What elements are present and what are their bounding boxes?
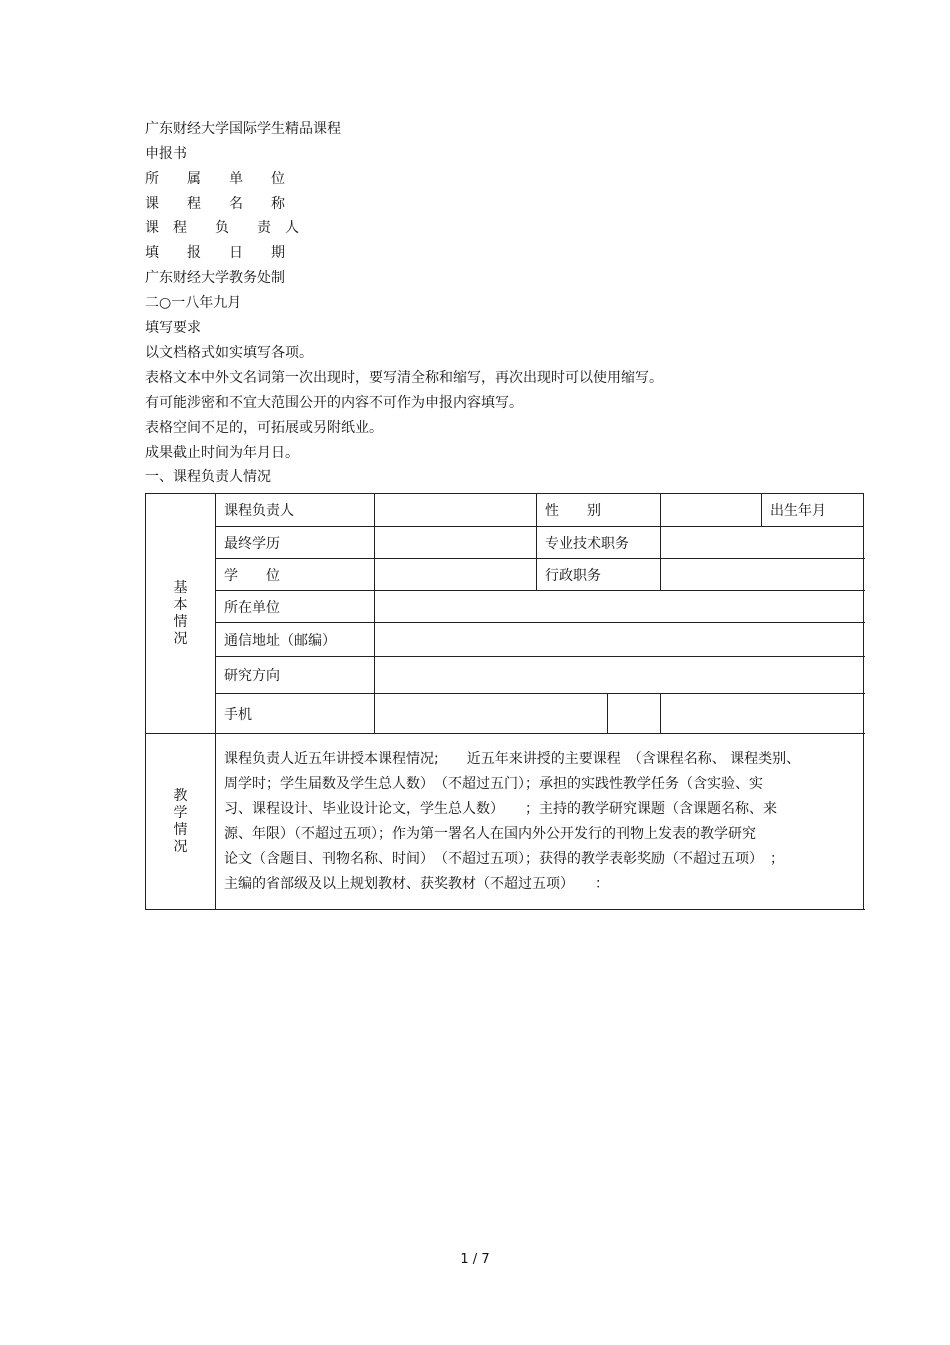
teaching-label: 教学情况 — [146, 734, 216, 910]
instruction-item: 以文档格式如实填写各项。 — [145, 345, 313, 361]
mobile-value[interactable] — [375, 694, 608, 734]
gender-value[interactable] — [661, 494, 762, 527]
instruction-item: 成果截止时间为年月日。 — [145, 445, 299, 461]
section-heading: 一、课程负责人情况 — [145, 469, 271, 485]
degree-value[interactable] — [375, 559, 537, 591]
leader-info-table — [145, 493, 864, 910]
mobile-label: 手机 — [216, 694, 375, 734]
degree-label: 学 位 — [216, 559, 375, 591]
teaching-description[interactable] — [216, 734, 864, 910]
teaching-line: 主编的省部级及以上规划教材、获奖教材（不超过五项） ： — [224, 875, 609, 892]
leader-label: 课程负责人 — [216, 494, 375, 527]
cover-field-date: 填 报 日 期 — [145, 245, 285, 261]
issue-date: 二○一八年九月 — [145, 295, 242, 311]
unit-label: 所在单位 — [216, 591, 375, 623]
issuer: 广东财经大学教务处制 — [145, 270, 285, 286]
admin-label: 行政职务 — [537, 559, 661, 591]
page-number: 1 / 7 — [460, 1252, 490, 1267]
cover-field-unit: 所 属 单 位 — [145, 171, 285, 187]
education-value[interactable] — [375, 527, 537, 559]
teaching-line: 课程负责人近五年讲授本课程情况; 近五年来讲授的主要课程 （含课程名称、 课程类别、 — [224, 750, 801, 767]
instruction-item: 表格文本中外文名词第一次出现时，要写清全称和缩写，再次出现时可以使用缩写。 — [145, 370, 663, 386]
teaching-line: 源、年限）（不超过五项）；作为第一署名人在国内外公开发行的刊物上发表的教学研究 — [224, 825, 756, 842]
title-label: 专业技术职务 — [537, 527, 661, 559]
title-value[interactable] — [661, 527, 864, 559]
mobile-extra-value[interactable] — [608, 694, 661, 734]
teaching-line: 周学时；学生届数及学生总人数） （不超过五门）；承担的实践性教学任务（含实验、实 — [224, 775, 763, 792]
cover-field-leader: 课 程 负 责 人 — [145, 220, 299, 236]
address-value[interactable] — [375, 623, 864, 657]
unit-value[interactable] — [375, 591, 864, 623]
mobile-extra-value[interactable] — [661, 694, 864, 734]
instructions-heading: 填写要求 — [145, 320, 201, 336]
leader-value[interactable] — [375, 494, 537, 527]
doc-title: 广东财经大学国际学生精品课程 — [145, 121, 341, 137]
admin-value[interactable] — [661, 559, 864, 591]
research-label: 研究方向 — [216, 657, 375, 694]
education-label: 最终学历 — [216, 527, 375, 559]
gender-label: 性 别 — [537, 494, 661, 527]
basic-info-label: 基本情况 — [146, 494, 216, 734]
address-label: 通信地址（邮编） — [216, 623, 375, 657]
doc-subtitle: 申报书 — [145, 146, 187, 162]
teaching-line: 论文（含题目、刊物名称、时间） （不超过五项）；获得的教学表彰奖励（不超过五项） ； — [224, 850, 784, 867]
teaching-line: 习、课程设计、毕业设计论文，学生总人数） ；主持的教学研究课题（含课题名称、来 — [224, 800, 777, 817]
cover-field-course: 课 程 名 称 — [145, 196, 285, 212]
research-value[interactable] — [375, 657, 864, 694]
instruction-item: 有可能涉密和不宜大范围公开的内容不可作为申报内容填写。 — [145, 395, 523, 411]
instruction-item: 表格空间不足的，可拓展或另附纸业。 — [145, 420, 383, 436]
birth-label: 出生年月 — [762, 494, 864, 527]
